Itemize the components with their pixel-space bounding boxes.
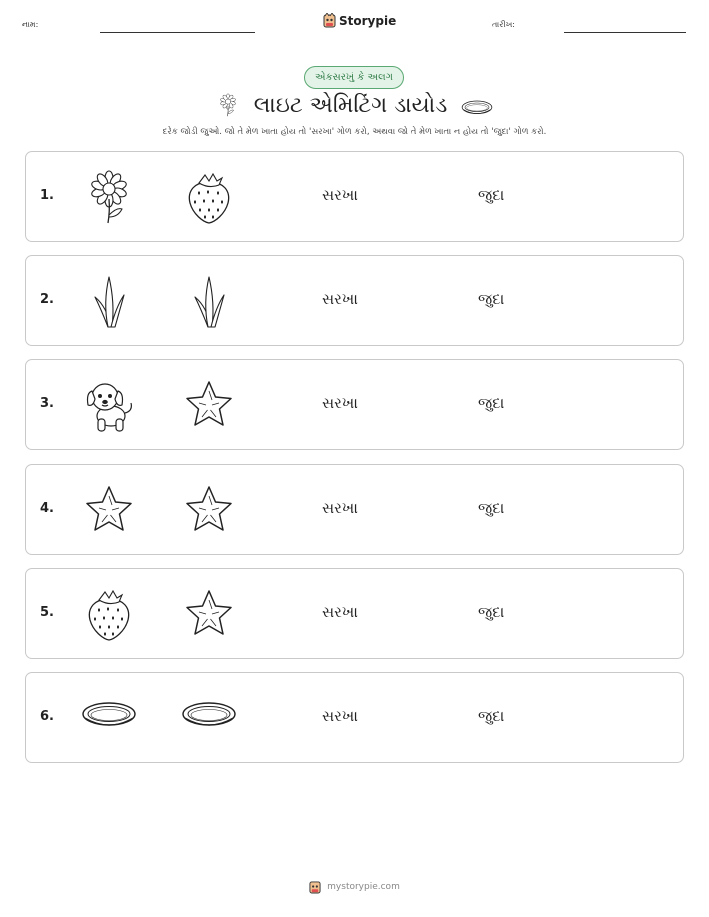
date-label: તારીખ:: [492, 20, 515, 29]
picture-right: [181, 377, 237, 433]
footer-url: mystorypie.com: [327, 882, 400, 892]
picture-right: [181, 482, 237, 538]
option-same[interactable]: સરખા: [322, 707, 358, 725]
option-different[interactable]: જુદા: [478, 394, 505, 413]
storypie-mascot-icon: [323, 13, 336, 28]
row-number: 4.: [40, 500, 54, 516]
dish-icon: [181, 690, 237, 746]
question-row: [25, 255, 684, 346]
option-different[interactable]: જુદા: [478, 707, 505, 725]
instructions-text: દરેક જોડી જુઓ. જો તે મેળ ખાતા હોય તો 'સરખા' ગોળ કરો, અથવા જો તે મેળ ખાતા ન હોય તો 'જુદા' ગોળ કરો.: [162, 127, 547, 137]
question-row: [25, 568, 684, 659]
name-label: નામ:: [22, 20, 39, 29]
flower-icon: [81, 169, 137, 225]
name-line[interactable]: [100, 32, 255, 33]
row-number: 3.: [40, 396, 54, 412]
picture-left: [81, 482, 137, 538]
picture-right: [181, 169, 237, 225]
picture-left: [81, 169, 137, 225]
star-icon: [181, 482, 237, 538]
option-different[interactable]: જુદા: [478, 290, 505, 309]
brand-name: Storypie: [339, 13, 397, 28]
row-number: 2.: [40, 292, 54, 308]
row-number: 1.: [40, 188, 54, 203]
grass-icon: [81, 273, 137, 329]
date-line[interactable]: [564, 32, 686, 33]
strawberry-icon: [181, 169, 237, 225]
brand-logo: [323, 13, 396, 28]
picture-right: [181, 586, 237, 642]
star-icon: [181, 377, 237, 433]
star-icon: [81, 482, 137, 538]
storypie-mascot-icon: [309, 880, 321, 894]
strawberry-icon: [81, 586, 137, 642]
dish-icon: [81, 690, 137, 746]
option-different[interactable]: જુદા: [478, 186, 505, 204]
picture-right: [181, 690, 237, 746]
question-row: [25, 359, 684, 450]
footer: [0, 880, 709, 894]
option-different[interactable]: જુદા: [478, 602, 505, 621]
star-icon: [181, 586, 237, 642]
flower-icon: [216, 91, 240, 119]
activity-badge: એકસરખું કે અલગ: [304, 66, 404, 89]
option-same[interactable]: સરખા: [322, 394, 358, 413]
page-title: [0, 90, 709, 120]
picture-left: [81, 273, 137, 329]
question-row: [25, 672, 684, 763]
dish-icon: [461, 93, 493, 117]
grass-icon: [181, 273, 237, 329]
option-same[interactable]: સરખા: [322, 498, 358, 517]
picture-right: [181, 273, 237, 329]
option-same[interactable]: સરખા: [322, 602, 358, 621]
puppy-icon: [81, 377, 137, 433]
option-same[interactable]: સરખા: [322, 290, 358, 309]
picture-left: [81, 377, 137, 433]
row-number: 6.: [40, 709, 54, 724]
title-text: લાઇટ એમિટિંગ ડાયોડ: [253, 92, 448, 118]
picture-left: [81, 586, 137, 642]
row-number: 5.: [40, 604, 54, 620]
question-row: [25, 151, 684, 242]
picture-left: [81, 690, 137, 746]
option-same[interactable]: સરખા: [322, 186, 358, 204]
question-row: [25, 464, 684, 555]
option-different[interactable]: જુદા: [478, 498, 505, 517]
